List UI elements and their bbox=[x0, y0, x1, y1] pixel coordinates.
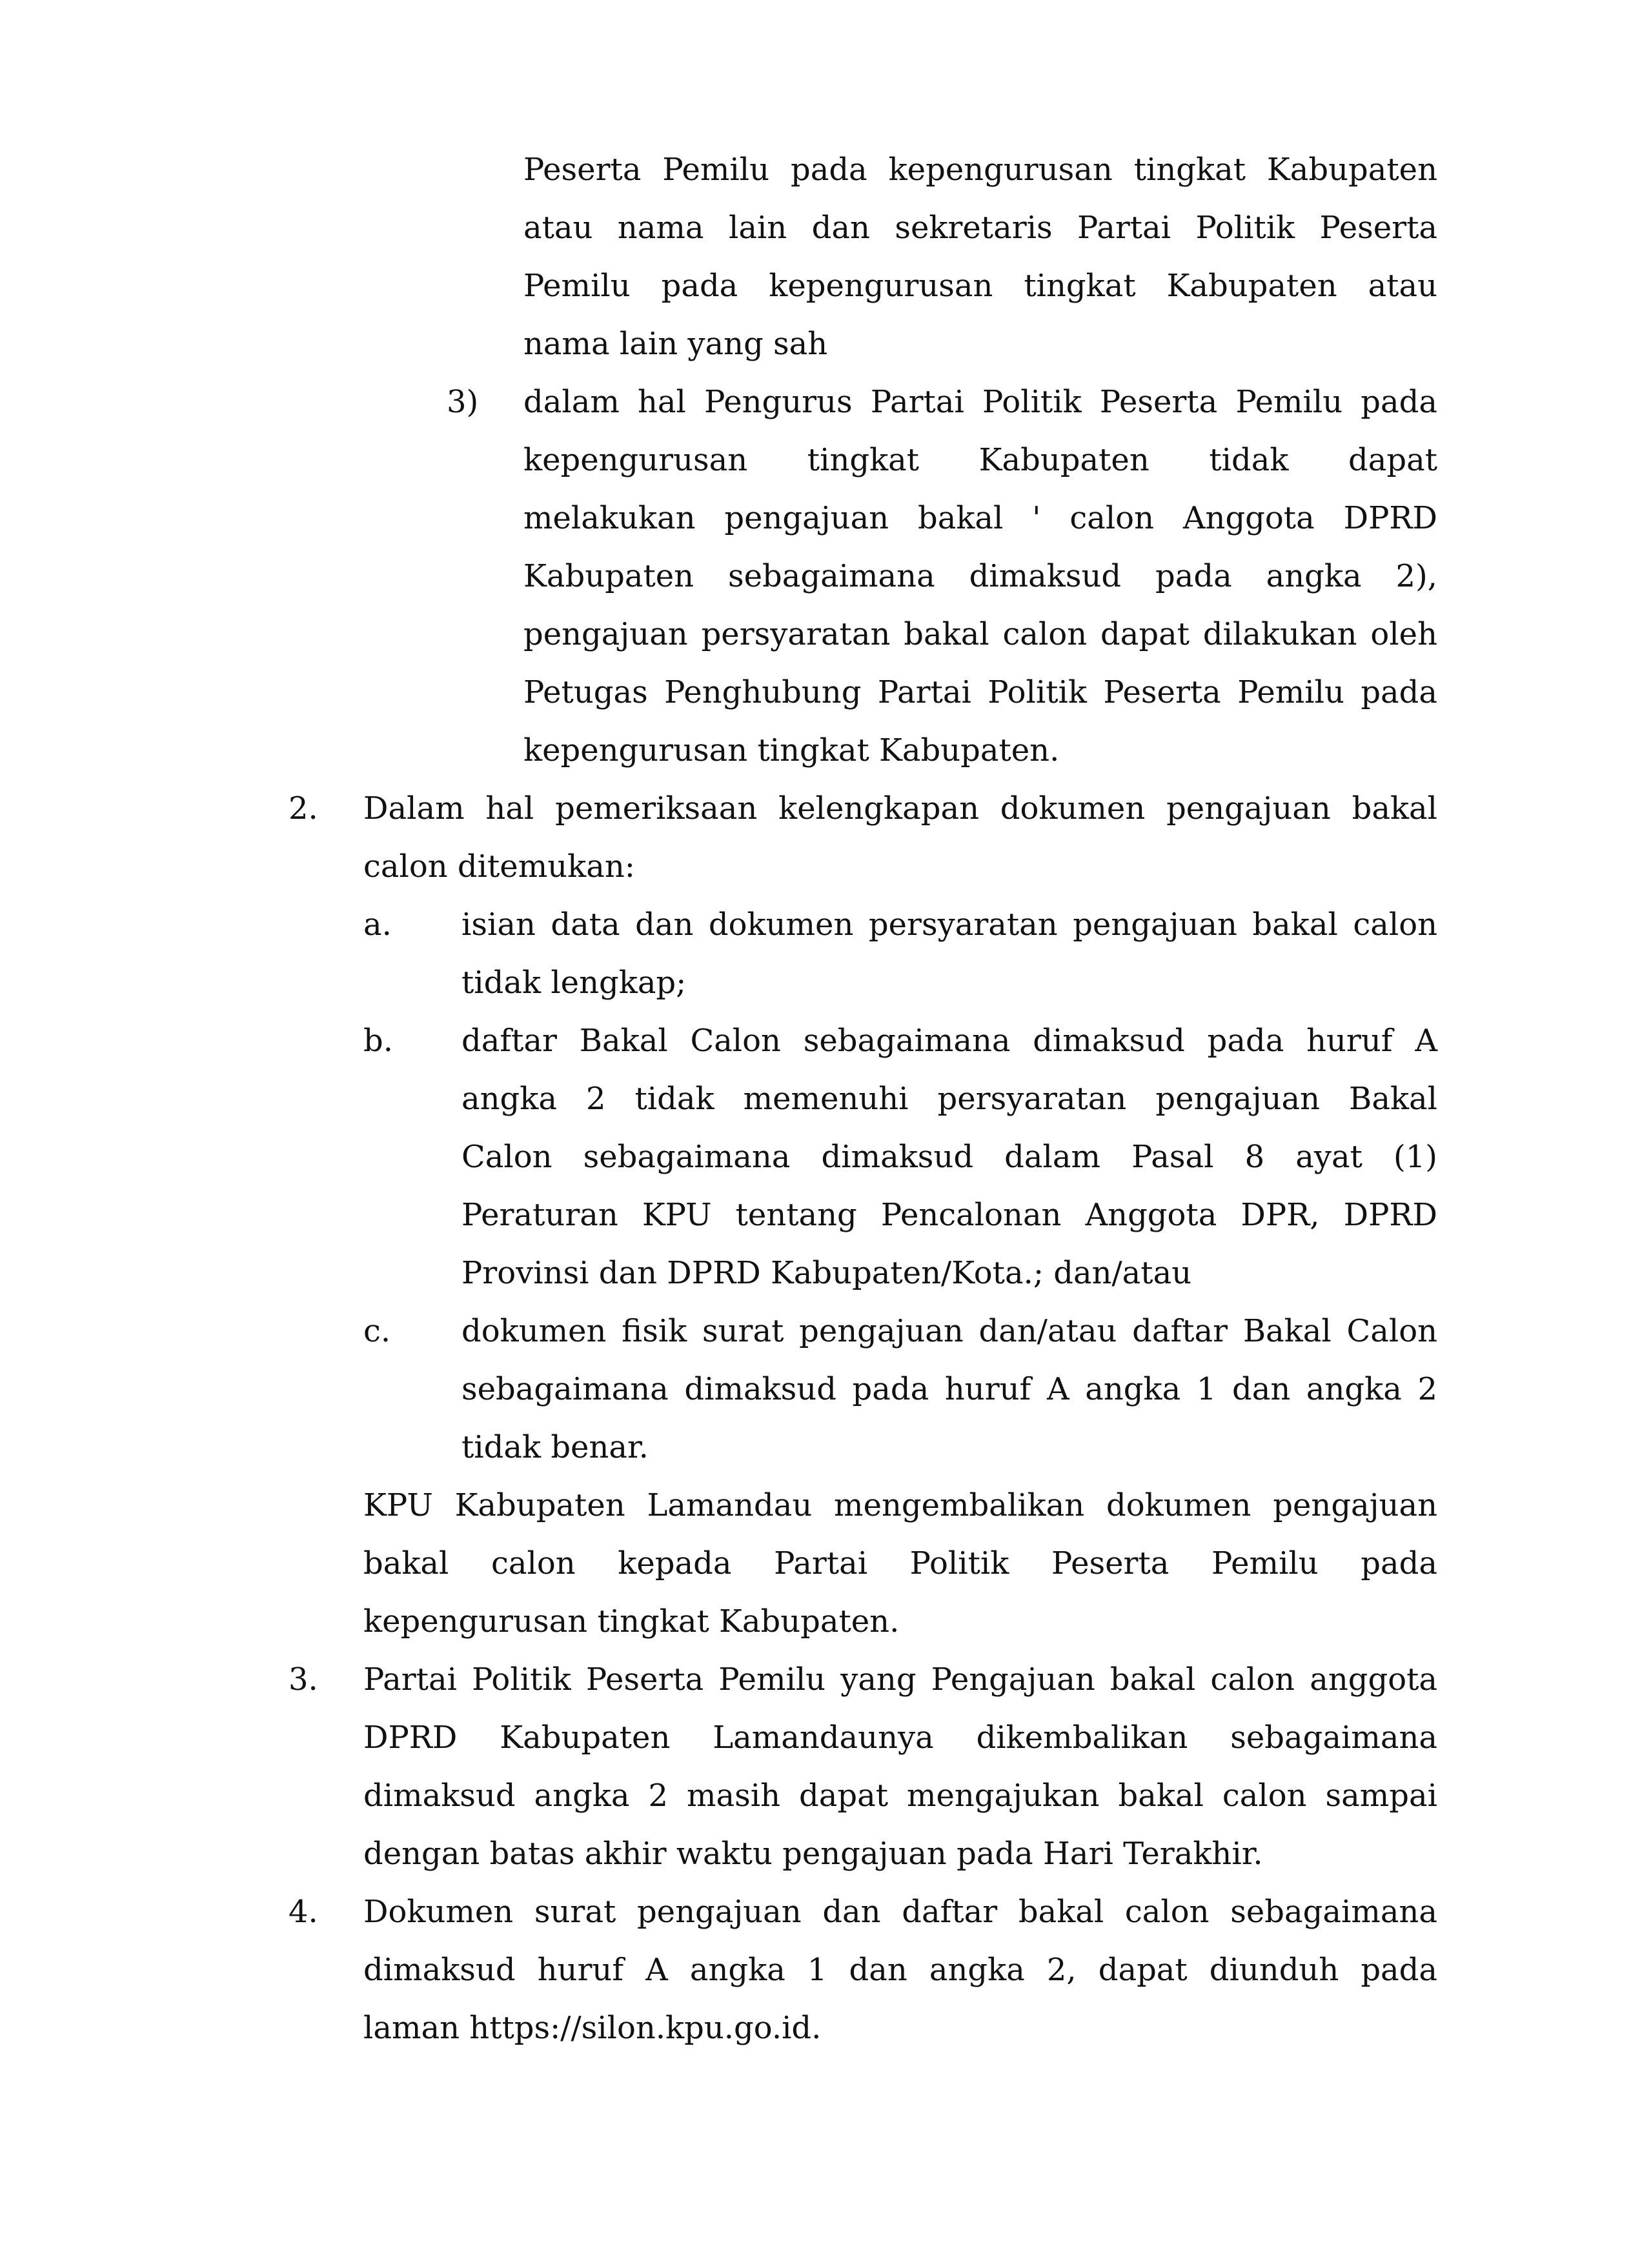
text-line: isian data dan dokumen persyaratan pengajuan bakal calon bbox=[461, 907, 1437, 943]
text-line: dengan batas akhir waktu pengajuan pada Hari Terakhir. bbox=[363, 1836, 1263, 1872]
text-line: bakal calon kepada Partai Politik Peserta Pemilu pada bbox=[363, 1545, 1437, 1581]
text-line: daftar Bakal Calon sebagaimana dimaksud pada huruf A bbox=[461, 1023, 1437, 1059]
text-line: pengajuan persyaratan bakal calon dapat dilakukan oleh bbox=[523, 616, 1437, 652]
text-line: Kabupaten sebagaimana dimaksud pada angka 2), bbox=[523, 558, 1437, 594]
document-body bbox=[0, 141, 1651, 2057]
paragraph bbox=[523, 141, 1437, 373]
text-line: sebagaimana dimaksud pada huruf A angka 1 dan angka 2 bbox=[461, 1371, 1437, 1407]
text-line: laman https://silon.kpu.go.id. bbox=[363, 2010, 822, 2046]
text-line: dokumen fisik surat pengajuan dan/atau daftar Bakal Calon bbox=[461, 1313, 1437, 1349]
list-item bbox=[363, 1012, 1437, 1302]
paragraph bbox=[363, 1476, 1437, 1651]
text-line: tidak lengkap; bbox=[461, 965, 687, 1001]
list-marker: c. bbox=[363, 1313, 391, 1349]
text-line: Partai Politik Peserta Pemilu yang Pengajuan bakal calon anggota bbox=[363, 1661, 1437, 1698]
list-marker: 4. bbox=[289, 1894, 318, 1930]
text-line: Petugas Penghubung Partai Politik Peserta Pemilu pada bbox=[523, 674, 1437, 710]
list-item bbox=[363, 1302, 1437, 1476]
list-marker: 2. bbox=[289, 790, 318, 827]
text-line: kepengurusan tingkat Kabupaten tidak dapat bbox=[523, 442, 1437, 478]
list-marker: a. bbox=[363, 907, 392, 943]
list-marker: 3. bbox=[289, 1661, 318, 1698]
text-line: dimaksud huruf A angka 1 dan angka 2, dapat diunduh pada bbox=[363, 1952, 1437, 1988]
text-line: kepengurusan tingkat Kabupaten. bbox=[363, 1603, 900, 1640]
text-line: calon ditemukan: bbox=[363, 848, 635, 885]
list-item bbox=[289, 1883, 1437, 2057]
list-item bbox=[289, 1651, 1437, 1883]
text-line: dalam hal Pengurus Partai Politik Peserta Pemilu pada bbox=[523, 384, 1437, 420]
text-line: dimaksud angka 2 masih dapat mengajukan bakal calon sampai bbox=[363, 1778, 1437, 1814]
list-item bbox=[447, 373, 1437, 779]
text-line: Pemilu pada kepengurusan tingkat Kabupaten atau bbox=[523, 268, 1437, 304]
text-line: Provinsi dan DPRD Kabupaten/Kota.; dan/atau bbox=[461, 1255, 1192, 1291]
text-line: Peserta Pemilu pada kepengurusan tingkat Kabupaten bbox=[523, 152, 1437, 188]
text-line: Dokumen surat pengajuan dan daftar bakal calon sebagaimana bbox=[363, 1894, 1437, 1930]
text-line: atau nama lain dan sekretaris Partai Politik Peserta bbox=[523, 210, 1437, 246]
text-line: Dalam hal pemeriksaan kelengkapan dokumen pengajuan bakal bbox=[363, 790, 1437, 827]
text-line: tidak benar. bbox=[461, 1429, 649, 1465]
list-item bbox=[363, 896, 1437, 1012]
list-marker: b. bbox=[363, 1023, 393, 1059]
text-line: Calon sebagaimana dimaksud dalam Pasal 8 ayat (1) bbox=[461, 1139, 1437, 1175]
list-item bbox=[289, 779, 1437, 896]
list-marker: 3) bbox=[447, 384, 479, 420]
text-line: nama lain yang sah bbox=[523, 326, 828, 362]
text-line: KPU Kabupaten Lamandau mengembalikan dokumen pengajuan bbox=[363, 1487, 1437, 1523]
text-line: DPRD Kabupaten Lamandaunya dikembalikan sebagaimana bbox=[363, 1720, 1437, 1756]
text-line: angka 2 tidak memenuhi persyaratan pengajuan Bakal bbox=[461, 1081, 1437, 1117]
text-line: melakukan pengajuan bakal ' calon Anggota DPRD bbox=[523, 500, 1437, 536]
text-line: kepengurusan tingkat Kabupaten. bbox=[523, 732, 1060, 768]
text-line: Peraturan KPU tentang Pencalonan Anggota DPR, DPRD bbox=[461, 1197, 1437, 1233]
